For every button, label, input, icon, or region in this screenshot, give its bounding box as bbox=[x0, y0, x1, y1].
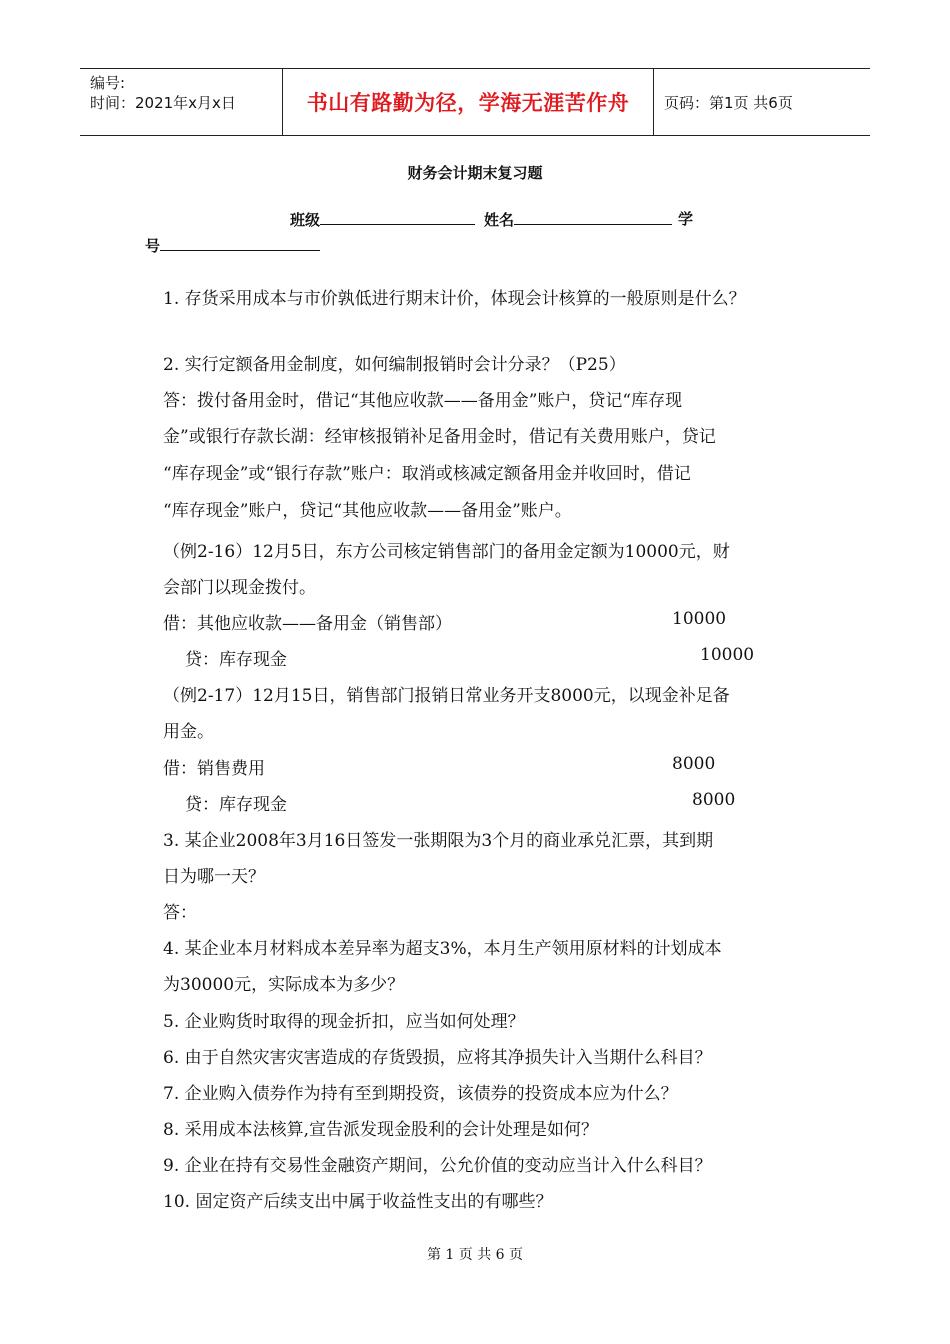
class-blank bbox=[320, 208, 475, 225]
name-field bbox=[484, 208, 672, 230]
question-3-line-1: 3. 某企业2008年3月16日签发一张期限为3个月的商业承兑汇票，其到期 bbox=[163, 831, 714, 851]
page-footer: 第 1 页 共 6 页 bbox=[426, 1247, 524, 1263]
question-8: 8. 采用成本法核算,宣告派发现金股利的会计处理是如何？ bbox=[163, 1120, 599, 1140]
example-16-credit: 贷：库存现金 bbox=[185, 650, 287, 670]
number-label: 编号: bbox=[90, 74, 126, 92]
id-blank bbox=[160, 234, 320, 251]
example-16-line-2: 会部门以现金拨付。 bbox=[163, 578, 316, 598]
example-16-credit-amount: 10000 bbox=[700, 645, 755, 665]
question-2: 2. 实行定额备用金制度，如何编制报销时会计分录？（P25） bbox=[163, 355, 626, 375]
motto: 书山有路勤为径，学海无涯苦作舟 bbox=[306, 91, 630, 115]
example-16-debit: 借：其他应收款——备用金（销售部） bbox=[163, 614, 452, 634]
document-title: 财务会计期末复习题 bbox=[407, 164, 543, 182]
answer-2-line-3: “库存现金”或“银行存款”账户：取消或核减定额备用金并收回时，借记 bbox=[163, 464, 691, 484]
question-7: 7. 企业购入债券作为持有至到期投资，该债券的投资成本应为什么？ bbox=[163, 1084, 678, 1104]
time-label: 时间：2021年x月x日 bbox=[90, 94, 236, 112]
example-16-debit-amount: 10000 bbox=[672, 609, 727, 629]
answer-3: 答： bbox=[163, 903, 197, 923]
question-4-line-1: 4. 某企业本月材料成本差异率为超支3%，本月生产领用原材料的计划成本 bbox=[163, 939, 722, 959]
header-motto-cell bbox=[282, 69, 654, 135]
page-label: 页码：第1页 共6页 bbox=[664, 93, 793, 112]
answer-2-line-2: 金”或银行存款长湖：经审核报销补足备用金时，借记有关费用账户，贷记 bbox=[163, 427, 716, 447]
answer-2-line-1: 答：拨付备用金时，借记“其他应收款——备用金”账户，贷记“库存现 bbox=[163, 391, 683, 411]
id-field bbox=[145, 234, 320, 256]
example-17-line-1: （例2-17）12月15日，销售部门报销日常业务开支8000元，以现金补足备 bbox=[163, 686, 730, 706]
header-left-cell bbox=[80, 69, 282, 135]
header-table bbox=[80, 68, 870, 136]
example-17-credit: 贷：库存现金 bbox=[185, 795, 287, 815]
example-17-debit-amount: 8000 bbox=[672, 754, 716, 774]
id-label-1: 学 bbox=[678, 210, 694, 228]
question-3-line-2: 日为哪一天？ bbox=[163, 867, 265, 887]
question-5: 5. 企业购货时取得的现金折扣，应当如何处理？ bbox=[163, 1012, 525, 1032]
example-16-line-1: （例2-16）12月5日，东方公司核定销售部门的备用金定额为10000元，财 bbox=[163, 542, 730, 562]
id-label-2: 号 bbox=[145, 237, 161, 255]
class-field bbox=[290, 208, 475, 230]
question-1: 1. 存货采用成本与市价孰低进行期末计价，体现会计核算的一般原则是什么？ bbox=[163, 289, 746, 309]
answer-2-line-4: “库存现金”账户，贷记“其他应收款——备用金”账户。 bbox=[163, 501, 572, 521]
class-label: 班级 bbox=[290, 211, 321, 229]
name-blank bbox=[514, 208, 672, 225]
question-4-line-2: 为30000元，实际成本为多少？ bbox=[163, 975, 405, 995]
question-9: 9. 企业在持有交易性金融资产期间，公允价值的变动应当计入什么科目？ bbox=[163, 1156, 712, 1176]
question-10: 10. 固定资产后续支出中属于收益性支出的有哪些？ bbox=[163, 1192, 553, 1212]
header-page-cell bbox=[654, 69, 870, 135]
example-17-debit: 借：销售费用 bbox=[163, 759, 265, 779]
example-17-line-2: 用金。 bbox=[163, 722, 214, 742]
name-label: 姓名 bbox=[484, 211, 515, 229]
question-6: 6. 由于自然灾害灾害造成的存货毁损，应将其净损失计入当期什么科目？ bbox=[163, 1048, 712, 1068]
example-17-credit-amount: 8000 bbox=[692, 790, 736, 810]
